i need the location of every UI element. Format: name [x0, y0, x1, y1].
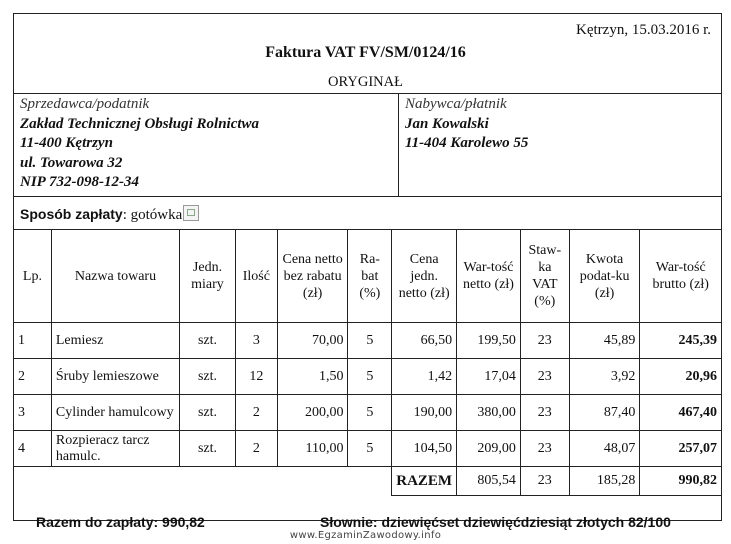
- original-label: ORYGINAŁ: [328, 74, 403, 90]
- cell-lp: 2: [14, 359, 52, 395]
- cell-name: Lemiesz: [51, 323, 179, 359]
- cell-discount: 5: [348, 359, 392, 395]
- cell-net-value: 380,00: [457, 395, 521, 431]
- cell-unit-net: 104,50: [392, 431, 457, 467]
- cell-price: 70,00: [277, 323, 348, 359]
- total-row: [14, 467, 722, 496]
- cell-name: Śruby lemieszowe: [51, 359, 179, 395]
- amount-in-words: Słownie: dziewięćset dziewięćdziesiąt złotych 82/100: [320, 514, 671, 530]
- cell-vat-rate: 23: [520, 431, 569, 467]
- col-name: Nazwa towaru: [51, 230, 179, 323]
- watermark: www.EgzaminZawodowy.info: [289, 530, 442, 541]
- cell-vat-amount: 87,40: [569, 395, 640, 431]
- cell-vat-rate: 23: [520, 395, 569, 431]
- total-netto: 805,54: [457, 467, 521, 496]
- cell-price: 1,50: [277, 359, 348, 395]
- total-vat-rate: 23: [520, 467, 569, 496]
- seller-nip: NIP 732-098-12-34: [20, 174, 140, 190]
- table-header-row: [14, 230, 722, 323]
- cell-unit-net: 66,50: [392, 323, 457, 359]
- cell-unit: szt.: [180, 395, 236, 431]
- col-discount: Ra-bat (%): [348, 230, 392, 323]
- cell-name: Cylinder hamulcowy: [51, 395, 179, 431]
- cell-discount: 5: [348, 431, 392, 467]
- total-brutto: 990,82: [640, 467, 722, 496]
- payment-value: : gotówka: [122, 207, 183, 223]
- buyer-name: Jan Kowalski: [405, 115, 489, 132]
- cell-qty: 2: [235, 395, 277, 431]
- cell-unit: szt.: [180, 359, 236, 395]
- broken-image-icon: [183, 205, 199, 221]
- total-label: RAZEM: [392, 467, 457, 496]
- cell-gross-value: 20,96: [640, 359, 722, 395]
- cell-vat-amount: 48,07: [569, 431, 640, 467]
- total-vat-amount: 185,28: [569, 467, 640, 496]
- col-net-value: War-tość netto (zł): [457, 230, 521, 323]
- seller-label: Sprzedawca/podatnik: [20, 96, 150, 112]
- cell-discount: 5: [348, 323, 392, 359]
- col-vat-rate: Staw-ka VAT (%): [520, 230, 569, 323]
- col-unit-net: Cena jedn. netto (zł): [392, 230, 457, 323]
- invoice-title: Faktura VAT FV/SM/0124/16: [265, 44, 466, 61]
- buyer-address: 11-404 Karolewo 55: [405, 135, 529, 151]
- cell-vat-amount: 45,89: [569, 323, 640, 359]
- total-to-pay: Razem do zapłaty: 990,82: [36, 514, 205, 530]
- cell-vat-amount: 3,92: [569, 359, 640, 395]
- items-table: [13, 229, 722, 496]
- col-unit: Jedn. miary: [180, 230, 236, 323]
- cell-unit: szt.: [180, 323, 236, 359]
- buyer-block: [405, 95, 528, 154]
- total-spacer: [14, 467, 392, 496]
- col-gross-value: War-tość brutto (zł): [640, 230, 722, 323]
- place-date: Kętrzyn, 15.03.2016 r.: [576, 22, 711, 38]
- payment-method: [20, 205, 199, 224]
- col-vat-amount: Kwota podat-ku (zł): [569, 230, 640, 323]
- col-price-gross-discount: Cena netto bez rabatu (zł): [277, 230, 348, 323]
- cell-vat-rate: 23: [520, 323, 569, 359]
- cell-qty: 3: [235, 323, 277, 359]
- cell-unit-net: 1,42: [392, 359, 457, 395]
- cell-lp: 3: [14, 395, 52, 431]
- cell-net-value: 199,50: [457, 323, 521, 359]
- table-row: [14, 395, 722, 431]
- cell-lp: 4: [14, 431, 52, 467]
- cell-qty: 12: [235, 359, 277, 395]
- seller-name: Zakład Technicznej Obsługi Rolnictwa: [20, 115, 260, 132]
- cell-price: 200,00: [277, 395, 348, 431]
- party-divider: [398, 93, 399, 196]
- cell-net-value: 17,04: [457, 359, 521, 395]
- payment-label: Sposób zapłaty: [20, 206, 123, 222]
- buyer-label: Nabywca/płatnik: [405, 96, 507, 112]
- cell-vat-rate: 23: [520, 359, 569, 395]
- cell-qty: 2: [235, 431, 277, 467]
- table-row: [14, 359, 722, 395]
- party-top-border: [13, 93, 722, 94]
- cell-name: Rozpieracz tarcz hamulc.: [51, 431, 179, 467]
- table-row: [14, 431, 722, 467]
- cell-net-value: 209,00: [457, 431, 521, 467]
- party-bottom-border: [13, 196, 722, 197]
- col-lp: Lp.: [14, 230, 52, 323]
- cell-gross-value: 257,07: [640, 431, 722, 467]
- cell-unit: szt.: [180, 431, 236, 467]
- seller-block: [20, 95, 259, 193]
- cell-price: 110,00: [277, 431, 348, 467]
- cell-lp: 1: [14, 323, 52, 359]
- col-qty: Ilość: [235, 230, 277, 323]
- cell-unit-net: 190,00: [392, 395, 457, 431]
- cell-gross-value: 467,40: [640, 395, 722, 431]
- cell-discount: 5: [348, 395, 392, 431]
- cell-gross-value: 245,39: [640, 323, 722, 359]
- table-row: [14, 323, 722, 359]
- seller-postal: 11-400 Kętrzyn: [20, 135, 113, 151]
- seller-street: ul. Towarowa 32: [20, 154, 123, 171]
